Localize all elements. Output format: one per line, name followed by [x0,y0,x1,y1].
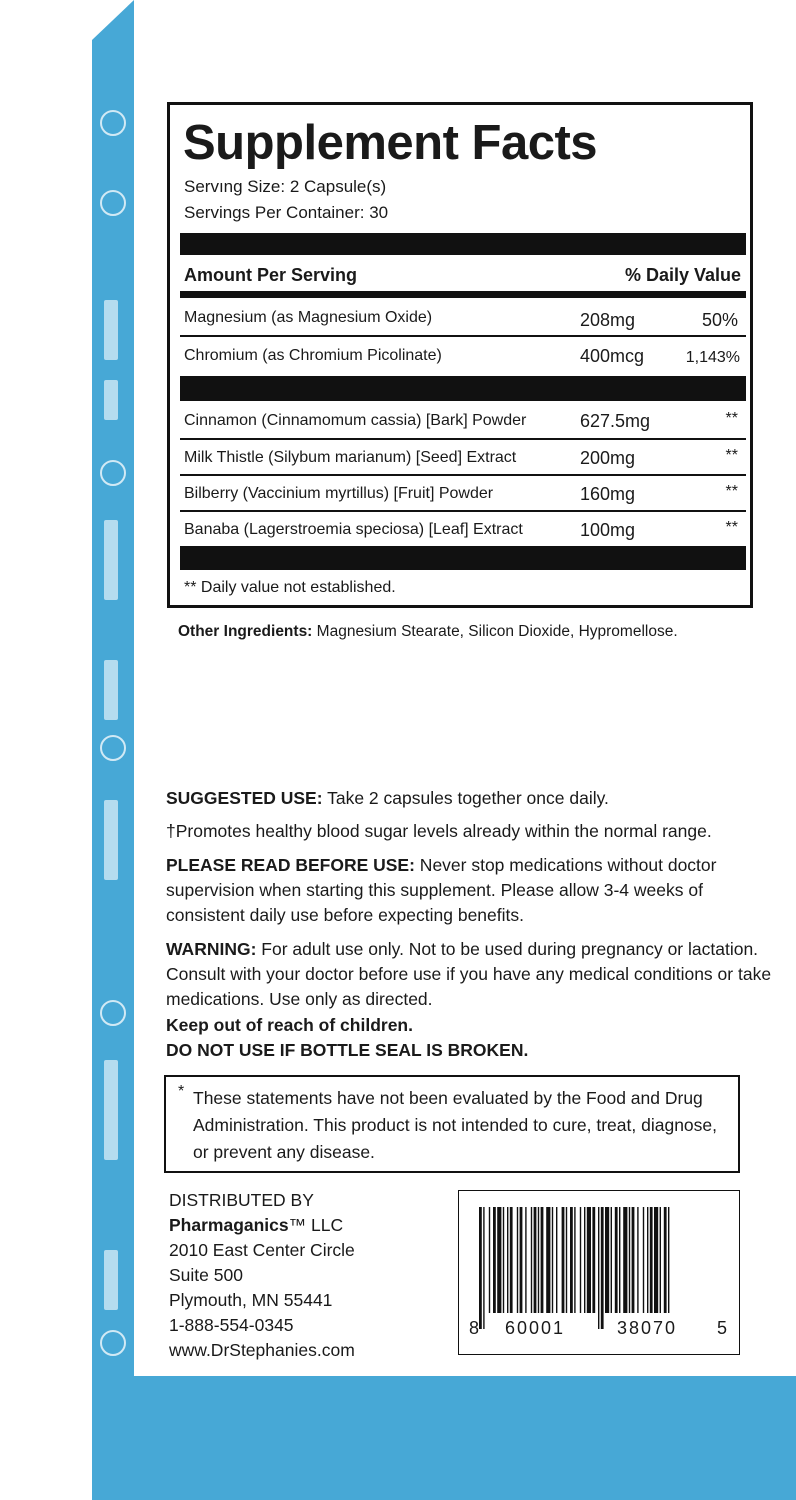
side-text-block [104,800,118,880]
thick-divider [180,546,746,570]
other-ingredients-label: Other Ingredients: [178,623,313,640]
servings-per-container: Servings Per Container: 30 [184,203,389,222]
city-state-zip: Plymouth, MN 55441 [169,1290,333,1310]
fda-disclaimer-box [164,1075,740,1173]
barcode-bar [510,1207,513,1313]
keep-out-of-reach: Keep out of reach of children. [166,1015,413,1035]
distributed-by-label: DISTRIBUTED BY [169,1190,314,1210]
barcode-group-left: 60001 [505,1318,566,1338]
barcode-bar [637,1207,638,1313]
side-icon-capsule [100,1000,126,1026]
barcode-bar [479,1207,482,1329]
side-text-block [104,300,118,360]
please-read-label: PLEASE READ BEFORE USE: [166,855,415,875]
box-fold-corner [92,0,134,40]
barcode-bar [546,1207,550,1313]
side-icon-person [100,1330,126,1356]
distributor-info [169,1188,355,1363]
barcode-digit-first: 8 [469,1318,480,1338]
barcode-bar [598,1207,599,1329]
barcode-bar [538,1207,539,1313]
supplement-facts-panel [167,102,753,608]
barcode-bar [611,1207,612,1313]
ingredient-name: Banaba (Lagerstroemia speciosa) [Leaf] Extract [184,521,523,538]
nutrient-amount: 208mg [580,310,636,330]
barcode-bar [632,1207,635,1313]
barcode-bar [517,1207,518,1313]
row-divider [180,510,746,512]
row-divider [180,335,746,337]
barcode-bar [562,1207,565,1313]
side-icon-molecule [100,110,126,136]
ingredient-daily-value: ** [725,519,738,536]
side-text-block [104,1250,118,1310]
medium-divider [180,291,746,298]
website: www.DrStephanies.com [169,1340,355,1360]
barcode-bar [660,1207,661,1313]
fda-disclaimer-text: These statements have not been evaluated by the Food and Drug Administration. This product is not intended to cure, treat, diagnose, or prevent any disease. [193,1088,718,1162]
ingredient-daily-value: ** [725,483,738,500]
side-icon-hand [100,460,126,486]
address-line-1: 2010 East Center Circle [169,1240,355,1260]
company-suffix: LLC [306,1215,344,1235]
nutrient-name: Magnesium (as Magnesium Oxide) [184,309,433,326]
barcode-bar [587,1207,591,1313]
nutrient-name: Chromium (as Chromium Picolinate) [184,347,442,364]
barcode-bar [643,1207,644,1313]
barcode-bar [497,1207,501,1313]
company-name: Pharmaganics [169,1215,289,1235]
barcode-bar [483,1207,484,1329]
amount-per-serving-header: Amount Per Serving [184,265,358,285]
address-line-2: Suite 500 [169,1265,243,1285]
ingredient-amount: 100mg [580,520,636,540]
suggested-use-text: Take 2 capsules together once daily. [322,788,609,808]
thick-divider [180,376,746,401]
suggested-use [166,786,776,811]
side-icon-leaf [100,735,126,761]
upc-barcode [458,1190,740,1355]
barcode-bar [493,1207,496,1313]
barcode-bar [605,1207,609,1313]
side-text-block [104,660,118,720]
barcode-bar [584,1207,585,1313]
daily-value-header: % Daily Value [624,265,741,285]
barcode-bars [477,1207,723,1329]
barcode-bar [619,1207,620,1313]
barcode-bar [664,1207,667,1313]
please-read-text: Never stop medications without doctor supervision when starting this supplement. Please allow 3-4 weeks of consistent daily use before expecting benefits. [166,855,717,925]
daily-value-footnote: ** Daily value not established. [184,579,396,596]
warning-text: For adult use only. Not to be used during pregnancy or lactation. Consult with your doctor before use if you have any medical conditions or take medications. Use only as directed. [166,939,772,1009]
barcode-bar [650,1207,653,1313]
box-side-panel [92,0,134,1500]
side-text-block [104,1060,118,1160]
barcode-bar [574,1207,575,1313]
ingredient-amount: 627.5mg [580,411,651,431]
barcode-bar [580,1207,581,1313]
ingredient-daily-value: ** [725,447,738,464]
barcode-bar [531,1207,532,1313]
nutrient-daily-value: 1,143% [685,349,740,366]
ingredient-amount: 200mg [580,448,636,468]
barcode-bar [592,1207,595,1313]
ingredient-name: Cinnamon (Cinnamomum cassia) [Bark] Powder [184,412,527,429]
do-not-use-warning: DO NOT USE IF BOTTLE SEAL IS BROKEN. [166,1040,529,1060]
barcode-group-right: 38070 [617,1318,678,1338]
row-divider [180,474,746,476]
row-divider [180,438,746,440]
please-read-before-use [166,853,776,928]
barcode-bar [668,1207,669,1313]
barcode-bar [534,1207,537,1313]
barcode-bar [525,1207,526,1313]
barcode-bar [647,1207,648,1313]
barcode-bar [654,1207,658,1313]
suggested-use-label: SUGGESTED USE: [166,788,323,808]
barcode-bar [566,1207,567,1313]
barcode-bar [503,1207,504,1313]
barcode-bar [601,1207,604,1329]
barcode-digit-last: 5 [717,1318,728,1338]
ingredient-daily-value: ** [725,410,738,427]
barcode-bar [520,1207,523,1313]
ingredient-name: Milk Thistle (Silybum marianum) [Seed] Extract [184,449,517,466]
ingredient-name: Bilberry (Vaccinium myrtillus) [Fruit] Powder [184,485,494,502]
supplement-facts-title: Supplement Facts [183,116,598,170]
ingredient-amount: 160mg [580,484,636,504]
disclaimer-asterisk: * [178,1083,185,1100]
side-text-block [104,380,118,420]
warning [166,937,776,1012]
distributor-company [169,1213,355,1238]
thick-divider [180,233,746,255]
warning-label: WARNING: [166,939,257,959]
other-ingredients-text: Magnesium Stearate, Silicon Dioxide, Hypromellose. [312,623,678,640]
side-text-block [104,520,118,600]
side-icon-circle [100,190,126,216]
trademark-symbol: ™ [288,1215,307,1235]
serving-size: Servıng Size: 2 Capsule(s) [184,177,387,196]
nutrient-amount: 400mcg [580,346,645,366]
barcode-bar [615,1207,618,1313]
phone-number: 1-888-554-0345 [169,1315,294,1335]
barcode-bar [507,1207,508,1313]
barcode-bar [570,1207,573,1313]
barcode-bar [629,1207,630,1313]
barcode-bar [489,1207,490,1313]
nutrient-daily-value: 50% [701,310,738,330]
barcode-bar [541,1207,544,1313]
barcode-bar [623,1207,627,1313]
barcode-bar [556,1207,557,1313]
promotes-statement: †Promotes healthy blood sugar levels already within the normal range. [166,821,712,841]
box-bottom-band [134,1376,796,1500]
barcode-bar [552,1207,553,1313]
other-ingredients [178,622,678,642]
